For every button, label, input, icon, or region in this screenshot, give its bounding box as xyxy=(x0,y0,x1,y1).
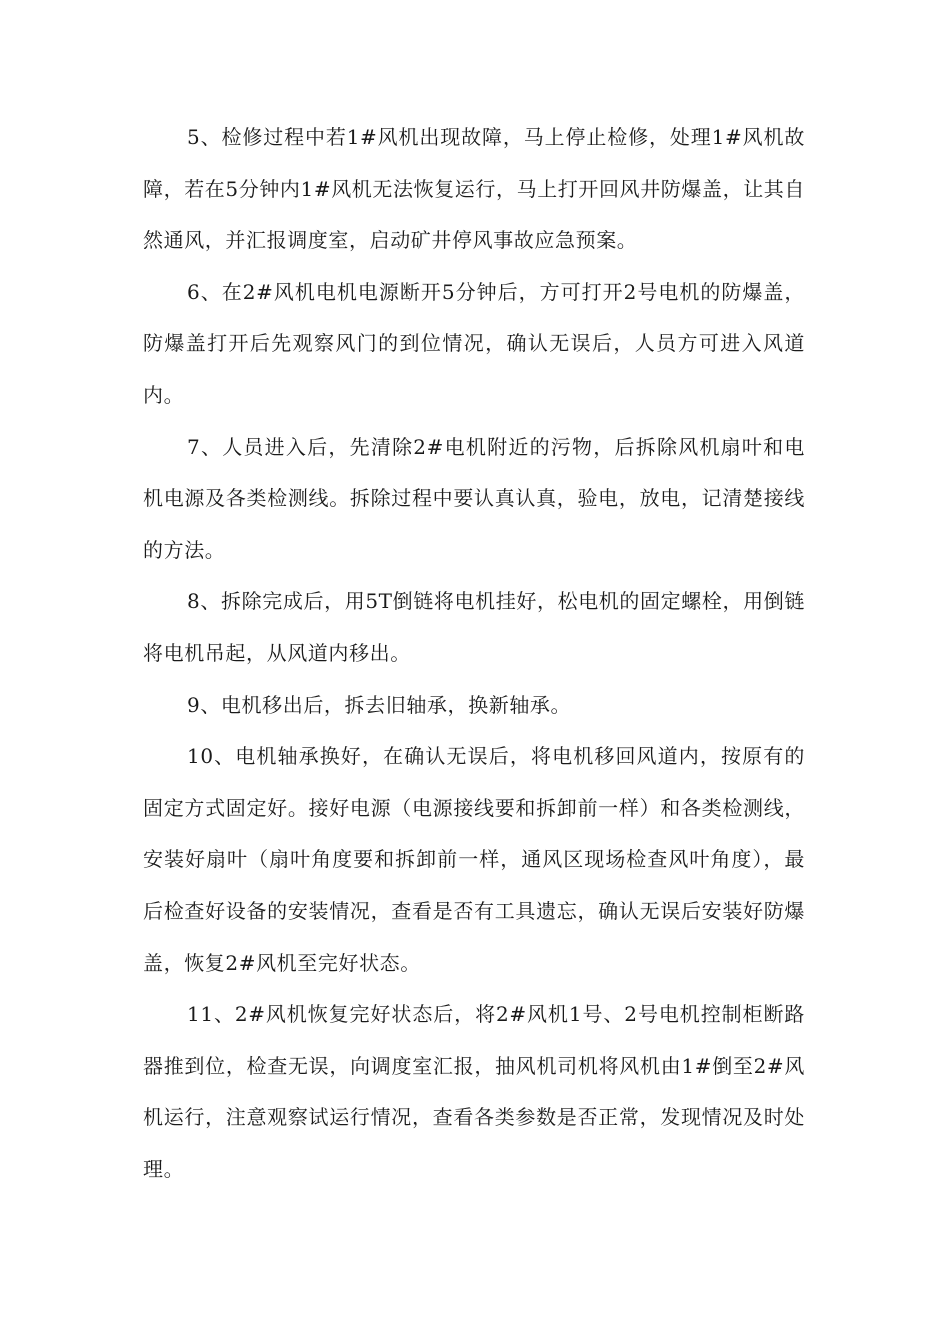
document-body xyxy=(143,112,805,1195)
paragraph-step-6: 6、在2#风机电机电源断开5分钟后，方可打开2号电机的防爆盖，防爆盖打开后先观察风门的到位情况，确认无误后，人员方可进入风道内。 xyxy=(143,279,805,407)
paragraph-step-8: 8、拆除完成后，用5T倒链将电机挂好，松电机的固定螺栓，用倒链将电机吊起，从风道内移出。 xyxy=(143,589,805,665)
paragraph-step-9: 9、电机移出后，拆去旧轴承，换新轴承。 xyxy=(187,692,572,717)
paragraph-step-5: 5、检修过程中若1#风机出现故障，马上停止检修，处理1#风机故障，若在5分钟内1#风机无法恢复运行，马上打开回风井防爆盖，让其自然通风，并汇报调度室，启动矿井停风事故应急预案。 xyxy=(143,125,806,253)
paragraph-step-7: 7、人员进入后，先清除2#电机附近的污物，后拆除风机扇叶和电机电源及各类检测线。拆除过程中要认真认真，验电，放电，记清楚接线的方法。 xyxy=(143,434,805,562)
paragraph-step-11: 11、2#风机恢复完好状态后，将2#风机1号、2号电机控制柜断路器推到位，检查无误，向调度室汇报，抽风机司机将风机由1#倒至2#风机运行，注意观察试运行情况，查看各类参数是否正常，发现情况及时处理。 xyxy=(143,1002,805,1181)
paragraph-step-10: 10、电机轴承换好，在确认无误后，将电机移回风道内，按原有的固定方式固定好。接好电源（电源接线要和拆卸前一样）和各类检测线，安装好扇叶（扇叶角度要和拆卸前一样，通风区现场检查风叶角度），最后检查好设备的安装情况，查看是否有工具遗忘，确认无误后安装好防爆盖，恢复2#风机至完好状态。 xyxy=(143,744,805,975)
